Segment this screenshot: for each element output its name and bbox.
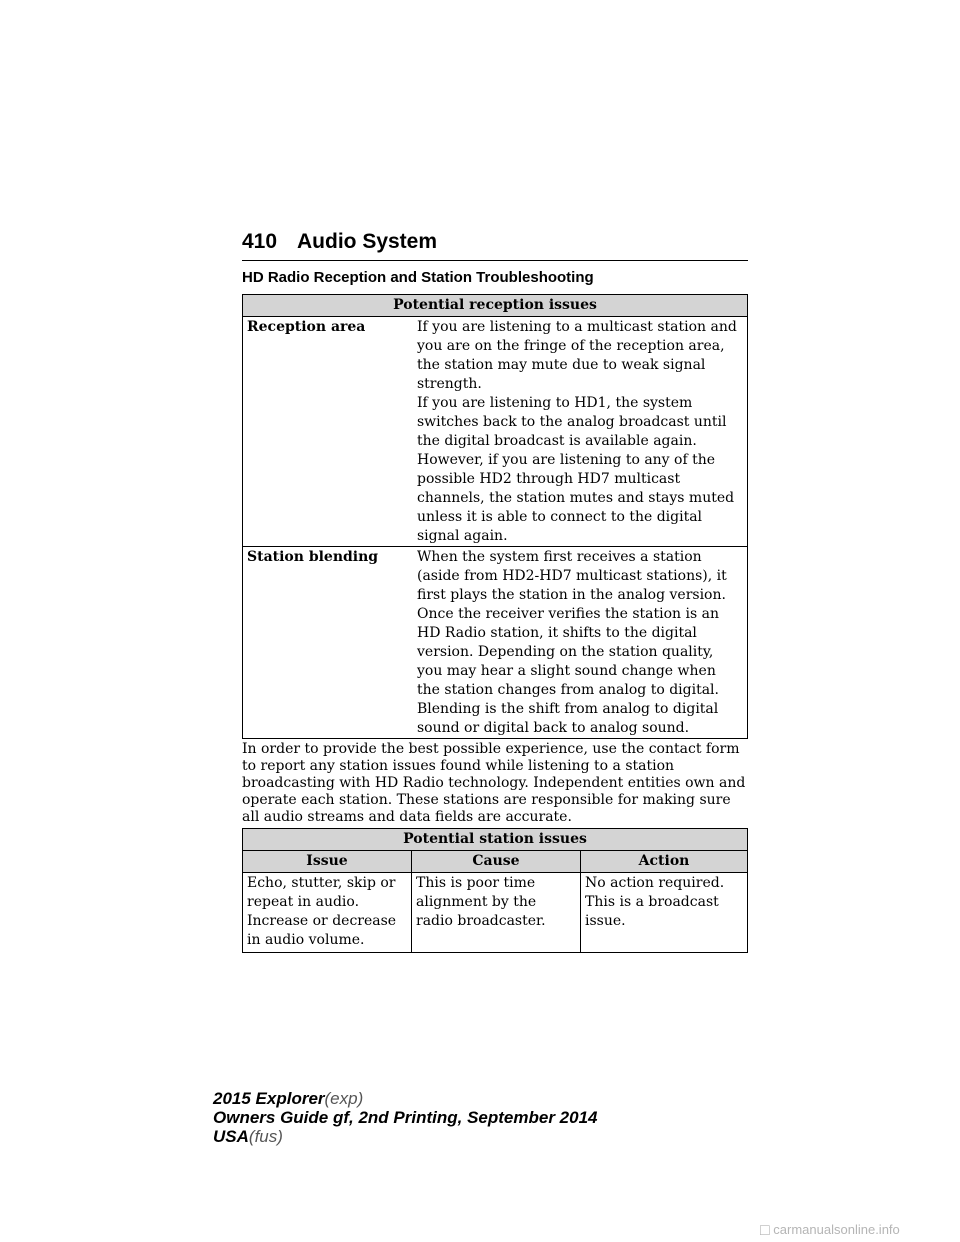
table-title: Potential reception issues bbox=[243, 295, 748, 317]
watermark-text: carmanualsonline.info bbox=[773, 1222, 900, 1237]
table-row bbox=[243, 317, 748, 547]
page-header bbox=[242, 230, 748, 261]
footer-model-code: (exp) bbox=[324, 1089, 364, 1108]
row-label: Reception area bbox=[243, 317, 414, 547]
watermark bbox=[760, 1222, 900, 1240]
station-issues-table bbox=[242, 828, 748, 953]
description-paragraph: When the system first receives a station (aside from HD2-HD7 multicast stations), it first plays the station in the analog version. Once the receiver verifies the station is an HD Radio station, it shifts to the digital version. Depending on the station quality, you may hear a slight sound change when the station changes from analog to digital. Blending is the shift from analog to digital sound or digital back to analog sound. bbox=[417, 549, 727, 736]
reception-issues-table bbox=[242, 294, 748, 739]
row-description bbox=[413, 317, 748, 547]
table-row bbox=[243, 873, 748, 953]
column-header-issue: Issue bbox=[243, 851, 412, 873]
table-title: Potential station issues bbox=[243, 829, 748, 851]
document-footer bbox=[213, 1089, 597, 1146]
issue-cell bbox=[243, 873, 412, 953]
cause-cell: This is poor time alignment by the radio broadcaster. bbox=[412, 873, 581, 953]
footer-market: USA bbox=[213, 1127, 249, 1146]
footer-edition: Owners Guide gf, 2nd Printing, September 2014 bbox=[213, 1108, 598, 1127]
description-paragraph: If you are listening to a multicast station and you are on the fringe of the reception area, the station may mute due to weak signal strength. bbox=[417, 319, 737, 392]
section-heading: HD Radio Reception and Station Troubleshooting bbox=[242, 269, 594, 286]
page-number: 410 bbox=[242, 230, 278, 253]
chapter-title: Audio System bbox=[297, 230, 438, 253]
table-row bbox=[243, 547, 748, 739]
footer-model: 2015 Explorer bbox=[213, 1089, 325, 1108]
footer-market-code: (fus) bbox=[248, 1127, 283, 1146]
description-paragraph: If you are listening to HD1, the system switches back to the analog broadcast until the digital broadcast is available again. However, if you are listening to any of the possible HD2 through HD7 multicast channels, the station mutes and stays muted unless it is able to connect to the digital signal again. bbox=[417, 395, 735, 544]
column-header-cause: Cause bbox=[412, 851, 581, 873]
issue-text: Echo, stutter, skip or repeat in audio. bbox=[247, 875, 396, 910]
row-label: Station blending bbox=[243, 547, 414, 739]
row-description bbox=[413, 547, 748, 739]
body-paragraph: In order to provide the best possible experience, use the contact form to report any station issues found while listening to a station broadcasting with HD Radio technology. Independent entities own and operate each station. These stations are responsible for making sure all audio streams and data fields are accurate. bbox=[242, 741, 746, 825]
action-cell: No action required. This is a broadcast issue. bbox=[581, 873, 748, 953]
issue-text: Increase or decrease in audio volume. bbox=[247, 913, 397, 948]
column-header-action: Action bbox=[581, 851, 748, 873]
watermark-book-icon: □ bbox=[760, 1222, 770, 1239]
